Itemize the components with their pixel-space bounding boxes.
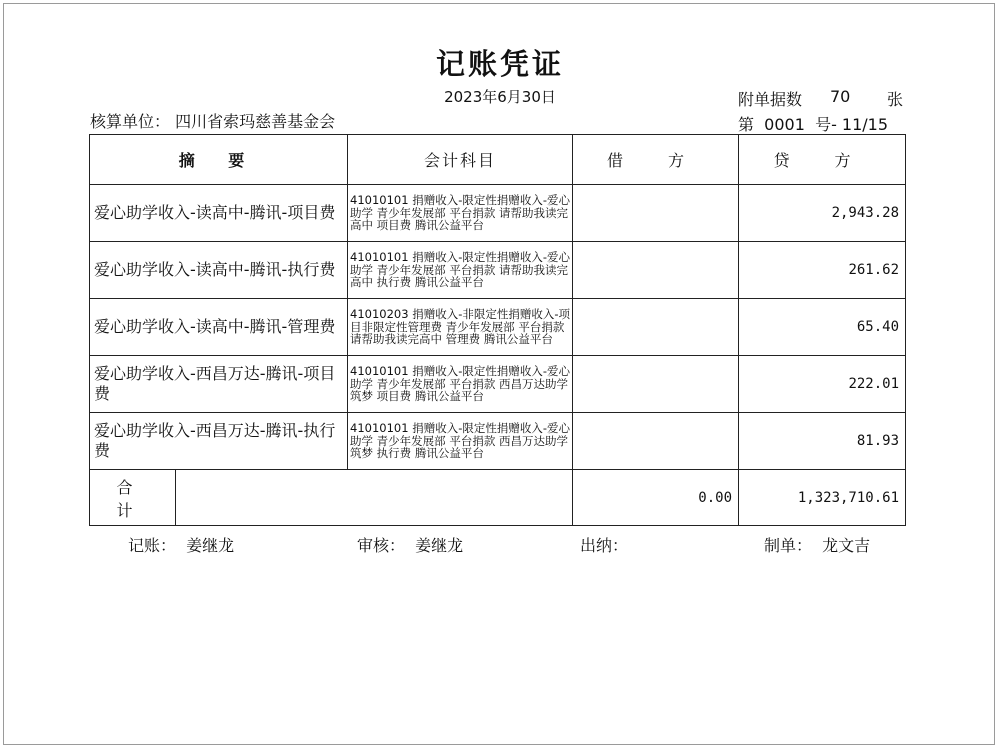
- row-debit: [573, 413, 739, 470]
- row-summary: 爱心助学收入-读高中-腾讯-管理费: [90, 299, 348, 356]
- row-account: 41010101 捐赠收入-限定性捐赠收入-爱心助学 青少年发展部 平台捐款 西昌万达助学筑梦 项目费 腾讯公益平台: [348, 356, 573, 413]
- accounting-unit-label: 核算单位：: [90, 112, 171, 131]
- table-row: [90, 356, 906, 413]
- total-row: [90, 470, 906, 526]
- attachment-label: 附单据数: [738, 90, 803, 109]
- header-debit: 借 方: [573, 135, 739, 185]
- table-row: [90, 185, 906, 242]
- row-credit: 222.01: [739, 356, 906, 413]
- row-debit: [573, 185, 739, 242]
- row-credit: 65.40: [739, 299, 906, 356]
- row-debit: [573, 242, 739, 299]
- attachment-value: 70: [830, 87, 851, 106]
- total-debit: 0.00: [573, 470, 739, 526]
- row-summary: 爱心助学收入-西昌万达-腾讯-执行费: [90, 413, 348, 470]
- attachment-count: [738, 87, 903, 110]
- row-account: 41010101 捐赠收入-限定性捐赠收入-爱心助学 青少年发展部 平台捐款 请帮助我读完高中 项目费 腾讯公益平台: [348, 185, 573, 242]
- total-blank: [176, 470, 573, 526]
- signature-preparer: 制单： 龙文吉: [764, 536, 871, 555]
- row-account: 41010101 捐赠收入-限定性捐赠收入-爱心助学 青少年发展部 平台捐款 请帮助我读完高中 执行费 腾讯公益平台: [348, 242, 573, 299]
- accounting-unit-name: 四川省索玛慈善基金会: [175, 112, 336, 131]
- header-account: 会计科目: [348, 135, 573, 185]
- table-row: [90, 299, 906, 356]
- row-summary: 爱心助学收入-读高中-腾讯-项目费: [90, 185, 348, 242]
- row-credit: 2,943.28: [739, 185, 906, 242]
- row-debit: [573, 356, 739, 413]
- attachment-unit: 张: [886, 90, 903, 109]
- row-debit: [573, 299, 739, 356]
- row-credit: 261.62: [739, 242, 906, 299]
- row-summary: 爱心助学收入-西昌万达-腾讯-项目费: [90, 356, 348, 413]
- total-credit: 1,323,710.61: [739, 470, 906, 526]
- signature-bookkeeper: 记账： 姜继龙: [128, 536, 235, 555]
- header-row: [90, 135, 906, 185]
- voucher-title: 记账凭证: [435, 47, 564, 81]
- header-summary: 摘 要: [90, 135, 348, 185]
- voucher-date: 2023年6月30日: [444, 88, 556, 106]
- signature-cashier: 出纳：: [580, 536, 629, 555]
- row-account: 41010101 捐赠收入-限定性捐赠收入-爱心助学 青少年发展部 平台捐款 西昌万达助学筑梦 执行费 腾讯公益平台: [348, 413, 573, 470]
- table-row: [90, 242, 906, 299]
- row-account: 41010203 捐赠收入-非限定性捐赠收入-项目非限定性管理费 青少年发展部 平台捐款 请帮助我读完高中 管理费 腾讯公益平台: [348, 299, 573, 356]
- voucher-table: [89, 134, 906, 526]
- accounting-unit: [90, 109, 335, 132]
- total-label: 合 计: [90, 470, 176, 526]
- row-credit: 81.93: [739, 413, 906, 470]
- voucher-number: 第 0001 号- 11/15: [738, 115, 889, 134]
- header-credit: 贷 方: [739, 135, 906, 185]
- signature-reviewer: 审核： 姜继龙: [357, 536, 464, 555]
- row-summary: 爱心助学收入-读高中-腾讯-执行费: [90, 242, 348, 299]
- table-row: [90, 413, 906, 470]
